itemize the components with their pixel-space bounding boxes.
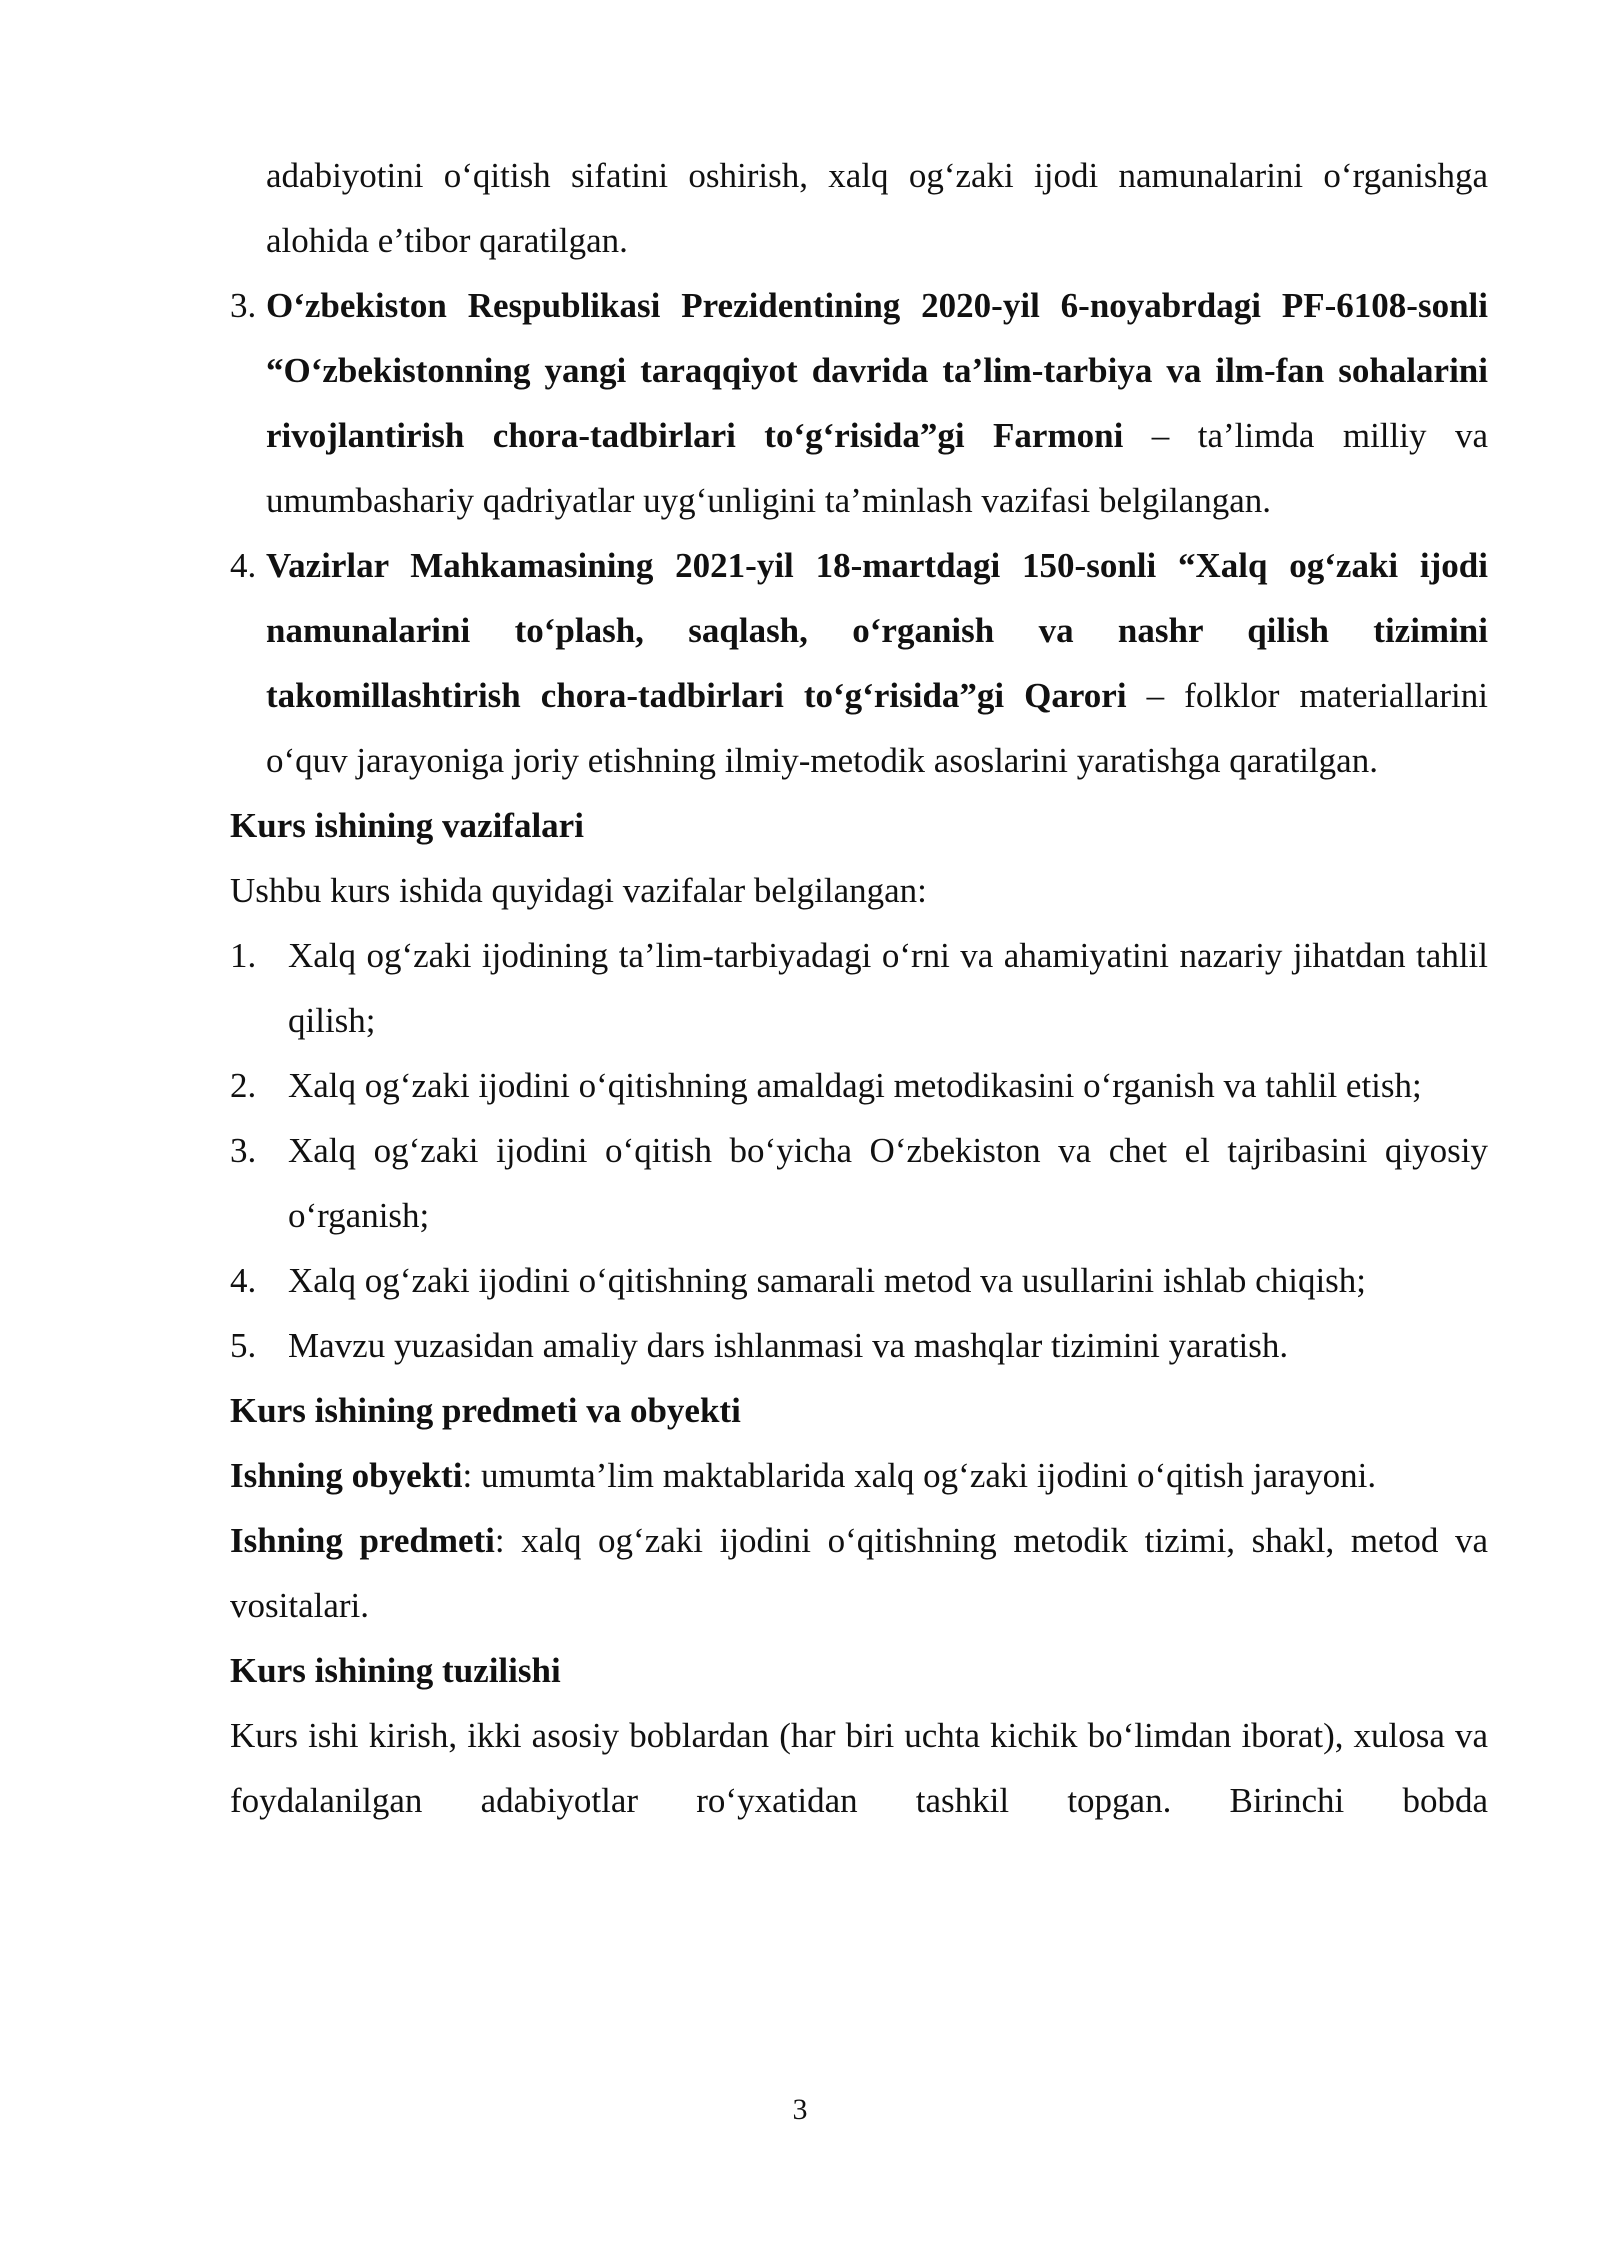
- page-number: 3: [792, 2093, 808, 2126]
- subject-paragraph: [230, 1508, 1488, 1638]
- task-item-4: [230, 1248, 1488, 1313]
- law-title: O‘zbekiston Respublikasi Prezidentining 2020-yil 6-noyabrdagi PF-6108-sonli “O‘zbekistonning yangi taraqqiyot davrida ta’lim-tarbiya va ilm-fan sohalarini rivojlantirish chora-tadbirlari to‘g‘risida”gi Farmoni: [266, 286, 1488, 455]
- law-description: – ta’limda milliy va umumbashariy qadriyatlar uyg‘unligini ta’minlash vazifasi belgilangan.: [266, 416, 1488, 520]
- structure-paragraph: Kurs ishi kirish, ikki asosiy boblardan (har biri uchta kichik bo‘limdan iborat), xulosa va foydalanilgan adabiyotlar ro‘yxatidan tashkil topgan. Birinchi bobda: [230, 1716, 1488, 1820]
- list-number: 2.: [230, 1066, 257, 1105]
- task-text: Xalq og‘zaki ijodini o‘qitishning samarali metod va usullarini ishlab chiqish;: [288, 1261, 1367, 1300]
- task-text: Mavzu yuzasidan amaliy dars ishlanmasi va mashqlar tizimini yaratish.: [288, 1326, 1289, 1365]
- list-number: 5.: [230, 1326, 257, 1365]
- law-item-3: [230, 273, 1488, 533]
- tasks-intro: Ushbu kurs ishida quyidagi vazifalar belgilangan:: [230, 871, 927, 910]
- law-item-4: [230, 533, 1488, 793]
- task-text: Xalq og‘zaki ijodini o‘qitishning amaldagi metodikasini o‘rganish va tahlil etish;: [288, 1066, 1422, 1105]
- task-item-5: [230, 1313, 1488, 1378]
- list-number: 3.: [230, 1131, 257, 1170]
- subject-text: : xalq og‘zaki ijodini o‘qitishning metodik tizimi, shakl, metod va vositalari.: [230, 1521, 1488, 1625]
- list-number: 4.: [230, 1261, 257, 1300]
- law-description: – folklor materiallarini o‘quv jarayoniga joriy etishning ilmiy-metodik asoslarini yaratishga qaratilgan.: [266, 676, 1489, 780]
- law-text: [266, 273, 1488, 533]
- task-item-3: [230, 1118, 1488, 1248]
- object-text: : umumta’lim maktablarida xalq og‘zaki ijodini o‘qitish jarayoni.: [462, 1456, 1377, 1495]
- list-number: 3.: [230, 286, 257, 325]
- task-item-1: [230, 923, 1488, 1053]
- object-paragraph: [230, 1443, 1488, 1508]
- task-item-2: [230, 1053, 1488, 1118]
- subject-label: Ishning predmeti: [230, 1521, 495, 1560]
- task-text: Xalq og‘zaki ijodining ta’lim-tarbiyadagi o‘rni va ahamiyatini nazariy jihatdan tahlil qilish;: [288, 936, 1488, 1040]
- law-title: Vazirlar Mahkamasining 2021-yil 18-martdagi 150-sonli “Xalq og‘zaki ijodi namunalarini to‘plash, saqlash, o‘rganish va nashr qilish tizimini takomillashtirish chora-tadbirlari to‘g‘risida”gi Qarori: [266, 546, 1488, 715]
- task-text: Xalq og‘zaki ijodini o‘qitish bo‘yicha O‘zbekiston va chet el tajribasini qiyosiy o‘rganish;: [288, 1131, 1488, 1235]
- structure-heading: Kurs ishining tuzilishi: [230, 1651, 561, 1690]
- tasks-heading: Kurs ishining vazifalari: [230, 806, 584, 845]
- carryover-paragraph: adabiyotini o‘qitish sifatini oshirish, xalq og‘zaki ijodi namunalarini o‘rganishga alohida e’tibor qaratilgan.: [266, 156, 1488, 260]
- subject-heading: Kurs ishining predmeti va obyekti: [230, 1391, 741, 1430]
- object-label: Ishning obyekti: [230, 1456, 463, 1495]
- list-number: 4.: [230, 546, 257, 585]
- law-text: [266, 533, 1488, 793]
- page-content: [230, 143, 1488, 1833]
- list-number: 1.: [230, 936, 257, 975]
